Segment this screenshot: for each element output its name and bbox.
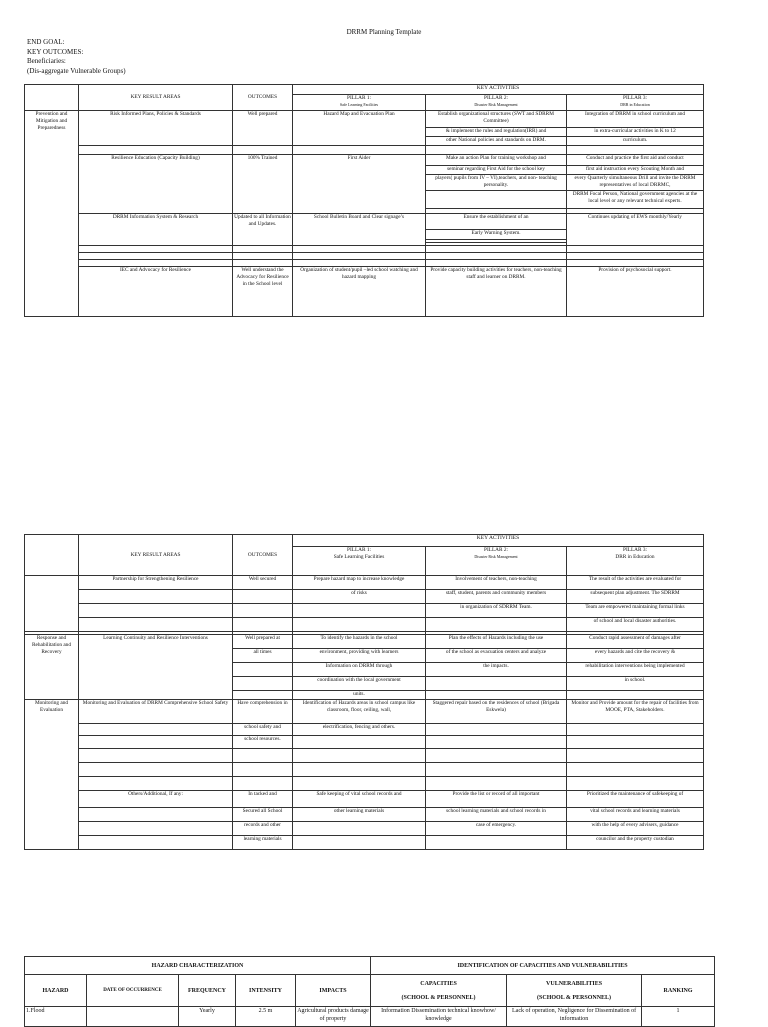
intensity-col-header: INTENSITY (236, 975, 296, 1007)
kra-monitoring: Monitoring and Evaluation of DRRM Comprehensive School Safety (79, 700, 233, 724)
kra-risk-informed: Risk Informed Plans, Policies & Standards (79, 111, 233, 146)
planning-table-1: KEY RESULT AREAS OUTCOMES KEY ACTIVITIES PILLAR 1: Safe Learning Facilities PILLAR 2: Disaster Risk Management PILLAR 3: DRR in Education Prevention and Mitigation and Preparedness Risk Informed Plans, Policies & Standards Well prepared Hazard Map and Evacuation Plan Establish organizational structures (SWT and SDRRM Committee) Integration of DRRM in school curriculum and & implement the rules and regulation(IRR) and in extra-curricular activities in K to 12 other National policies and standards on DRM. curriculum. Resilience Education (Capacity Building) 100% Trained First Aider Make an action Plan for training workshop and Conduct and practice the first aid and conduct seminar regarding First Aid for the school key first aid instruction every Scouting Month and players( pupils from IV – VI),teachers, and non- teaching personality. every Quarterly simultaneous Drill and invite the DRRM representatives of local DRRMC, DRRM Focal Person, National government agencies at the local level or any relevant technical experts. DRRM Information System & Research Updated to all Information and Updates. School Bulletin Board and Clear signage’s Ensure the establishment of an Continues updating of EWS monthly/Yearly Early Warning System. IEC and Advocacy for Resilience Well understand the Advocacy for Resilience in the School level Organization of student/pupil –led school watching and hazard mapping Provide capacity building activities for teachers, non-teaching staff and learner on DRRM. Provision of psychosocial support. (24, 84, 704, 317)
impacts-col-header: IMPACTS (296, 975, 371, 1007)
kra-learning-continuity: Learning Continuity and Resilience Interventions (79, 635, 233, 700)
pillar1-header-2: PILLAR 1: Safe Learning Facilities (293, 547, 426, 576)
table-row: 1.Flood Yearly 2.5 m Agricultural products damage of property Information Dissemination technical knowhow/ knowledge Lack of operation, Negligence for Dissemination of information 1 (25, 1007, 715, 1027)
date-col-header: DATE OF OCCURRENCE (87, 975, 179, 1007)
kra-resilience-education: Resilience Education (Capacity Building) (79, 155, 233, 214)
kra-partnership: Partnership for Strengthening Resilience (79, 576, 233, 590)
kra-header-2: KEY RESULT AREAS (79, 535, 233, 576)
key-activities-header-2: KEY ACTIVITIES (293, 535, 704, 547)
pillar2-header-2: PILLAR 2: Disaster Risk Management (426, 547, 567, 576)
category-monitoring: Monitoring and Evaluation (25, 700, 79, 850)
vulnerable-groups-label: (Dis-aggregate Vulnerable Groups) (27, 66, 126, 75)
key-outcomes-label: KEY OUTCOMES: (27, 47, 84, 56)
category-response: Response and Rehabilitation and Recovery (25, 635, 79, 700)
end-goal-label: END GOAL: (27, 38, 65, 46)
kra-iec-advocacy: IEC and Advocacy for Resilience (79, 267, 233, 317)
pillar1-header: PILLAR 1: Safe Learning Facilities (293, 95, 426, 111)
outcomes-header-2: OUTCOMES (233, 535, 293, 576)
kra-header: KEY RESULT AREAS (79, 85, 233, 111)
vulnerabilities-col-header: VULNERABILITIES (SCHOOL & PERSONNEL) (507, 975, 642, 1007)
pillar3-header-2: PILLAR 3: DRR in Education (567, 547, 704, 576)
identification-header: IDENTIFICATION OF CAPACITIES AND VULNERABILITIES (371, 957, 715, 975)
hazard-characterization-header: HAZARD CHARACTERIZATION (25, 957, 371, 975)
beneficiaries-label: Beneficiaries: (27, 57, 66, 65)
header-block (27, 38, 126, 76)
hazard-table (24, 956, 715, 1027)
category-prevention: Prevention and Mitigation and Preparedness (25, 111, 79, 317)
document-title: DRRM Planning Template (346, 28, 422, 36)
key-activities-header: KEY ACTIVITIES (293, 85, 704, 95)
kra-information-system: DRRM Information System & Research (79, 214, 233, 246)
pillar2-header: PILLAR 2: Disaster Risk Management (426, 95, 567, 111)
capacities-col-header: CAPACITIES (SCHOOL & PERSONNEL) (371, 975, 507, 1007)
pillar3-header: PILLAR 3: DRR in Education (567, 95, 704, 111)
kra-others: Others/Additional, If any: (79, 791, 233, 808)
planning-table-2: KEY RESULT AREAS OUTCOMES KEY ACTIVITIES PILLAR 1: Safe Learning Facilities PILLAR 2: Disaster Risk Management PILLAR 3: DRR in Education Partnership for Strengthening Resilience Well secured Prepare hazard map to increase knowledge Involvement of teachers, non-teaching The result of the activities are evaluated for of risks staff, student, parents and community members subsequent plan adjustment. The SDRRM in organization of SDRRM Team. Team are empowered maintaining formal links of school and local disaster authorities. Response and Rehabilitation and Recovery Learning Continuity and Resilience Interventions Well prepared at To identify the hazards in the school Plan the effects of Hazards including the use Conduct rapid assessment of damages after all times environment, providing with learners of the school as evacuation centers and analyze every hazards and cite the recovery & Information on DRRM through the impacts. rehabilitation interventions being implemented coordination with the local government in school. units. Monitoring and Evaluation Monitoring and Evaluation of DRRM Comprehensive School Safety Have comprehension in Identification of Hazards areas in school campus like classroom, floor, ceiling, wall, Staggered repair based on the residences of school (Brigada Eskwela) Monitor and Provide amount for the repair of facilities from MOOE, PTA, Stakeholders. school safety and electrification, fencing and others. school resources. Others/Additional, If any: In tacked and Safe keeping of vital school records and Provide the list or record of all important Prioritized the maintenance of safekeeping of Secured all School other learning materials school learning materials and school records in vital school records and learning materials records and other case of emergency. with the help of every advisers, guidance learning materials councilor and the property custodian (24, 534, 704, 850)
frequency-col-header: FREQUENCY (179, 975, 236, 1007)
hazard-col-header: HAZARD (25, 975, 87, 1007)
outcomes-header: OUTCOMES (233, 85, 293, 111)
ranking-col-header: RANKING (642, 975, 715, 1007)
